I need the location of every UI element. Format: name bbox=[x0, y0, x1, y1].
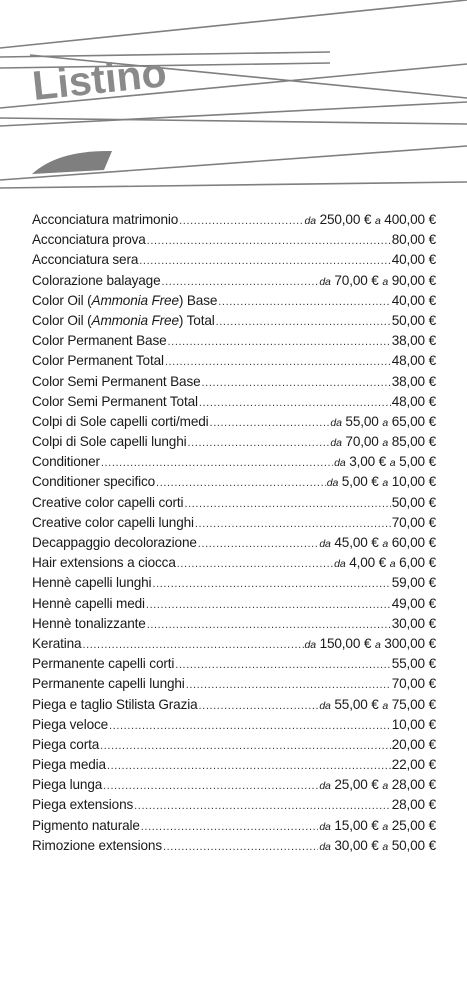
dot-leader bbox=[147, 615, 391, 635]
dot-leader bbox=[198, 534, 319, 554]
list-item bbox=[32, 674, 436, 694]
dot-leader bbox=[195, 514, 391, 534]
list-item bbox=[32, 311, 436, 331]
item-price: 48,00 € bbox=[391, 353, 436, 369]
list-item bbox=[32, 614, 436, 634]
item-name: Pigmento naturale bbox=[32, 817, 140, 833]
item-name: Piega lunga bbox=[32, 777, 103, 793]
item-price: da 70,00 € a 90,00 € bbox=[319, 272, 436, 288]
item-name: Piega extensions bbox=[32, 797, 134, 813]
item-name: Piega media bbox=[32, 757, 106, 773]
list-item bbox=[32, 372, 436, 392]
item-name: Colpi di Sole capelli lunghi bbox=[32, 434, 187, 450]
list-item bbox=[32, 695, 436, 715]
item-price: 30,00 € bbox=[391, 615, 436, 631]
item-name: Acconciatura prova bbox=[32, 232, 146, 248]
dot-leader bbox=[163, 837, 318, 857]
item-name: Color Semi Permanent Total bbox=[32, 393, 198, 409]
list-item bbox=[32, 836, 436, 856]
item-name: Color Permanent Total bbox=[32, 353, 164, 369]
item-name: Rimozione extensions bbox=[32, 837, 162, 853]
item-price: da 250,00 € a 400,00 € bbox=[304, 212, 436, 227]
item-price: 80,00 € bbox=[391, 232, 436, 248]
item-price: da 5,00 € a 10,00 € bbox=[326, 474, 436, 490]
item-name: Conditioner specifico bbox=[32, 474, 156, 490]
item-name: Color Permanent Base bbox=[32, 333, 167, 349]
dot-leader bbox=[218, 292, 390, 312]
dot-leader bbox=[184, 494, 390, 514]
list-item bbox=[32, 594, 436, 614]
item-name: Hennè tonalizzante bbox=[32, 615, 146, 631]
dot-leader bbox=[156, 473, 326, 493]
item-name: Decappaggio decolorazione bbox=[32, 535, 197, 550]
dot-leader bbox=[147, 231, 391, 251]
list-item bbox=[32, 412, 436, 432]
list-item bbox=[32, 654, 436, 674]
dot-leader bbox=[199, 696, 319, 716]
item-price: 55,00 € bbox=[391, 656, 436, 672]
list-item bbox=[32, 472, 436, 492]
list-item bbox=[32, 493, 436, 513]
list-item bbox=[32, 392, 436, 412]
list-item bbox=[32, 513, 436, 533]
item-price: 22,00 € bbox=[391, 757, 436, 773]
item-price: 40,00 € bbox=[391, 252, 436, 268]
dot-leader bbox=[141, 817, 319, 837]
item-price: da 3,00 € a 5,00 € bbox=[334, 454, 436, 470]
dot-leader bbox=[103, 776, 318, 796]
item-name: Color Oil (Ammonia Free) Base bbox=[32, 292, 218, 308]
item-price: da 70,00 a 85,00 € bbox=[330, 434, 436, 450]
dot-leader bbox=[168, 332, 391, 352]
dot-leader bbox=[210, 413, 330, 433]
dot-leader bbox=[202, 373, 391, 393]
price-list bbox=[32, 210, 436, 856]
item-price: da 45,00 € a 60,00 € bbox=[319, 535, 436, 550]
item-name: Hair extensions a ciocca bbox=[32, 555, 176, 571]
item-price: 10,00 € bbox=[391, 716, 436, 732]
item-price: da 150,00 € a 300,00 € bbox=[304, 635, 436, 651]
dot-leader bbox=[146, 595, 391, 615]
list-item bbox=[32, 634, 436, 654]
dot-leader bbox=[177, 554, 333, 574]
item-name: Piega e taglio Stilista Grazia bbox=[32, 696, 198, 712]
list-item bbox=[32, 573, 436, 593]
item-price: 40,00 € bbox=[391, 292, 436, 308]
dot-leader bbox=[100, 736, 391, 756]
list-item bbox=[32, 775, 436, 795]
dot-leader bbox=[107, 756, 391, 776]
list-item bbox=[32, 250, 436, 270]
list-item bbox=[32, 291, 436, 311]
item-price: 20,00 € bbox=[391, 736, 436, 752]
item-price: 49,00 € bbox=[391, 595, 436, 611]
item-price: 38,00 € bbox=[391, 373, 436, 389]
item-price: da 55,00 € a 75,00 € bbox=[319, 696, 436, 712]
list-item bbox=[32, 735, 436, 755]
decorative-lines bbox=[0, 0, 467, 200]
item-price: 59,00 € bbox=[391, 575, 436, 591]
dot-leader bbox=[186, 675, 391, 695]
item-price: da 15,00 € a 25,00 € bbox=[319, 817, 436, 833]
item-name: Color Semi Permanent Base bbox=[32, 373, 201, 389]
dot-leader bbox=[199, 393, 391, 413]
item-price: 50,00 € bbox=[391, 312, 436, 328]
dot-leader bbox=[162, 272, 319, 292]
item-name: Colpi di Sole capelli corti/medi bbox=[32, 413, 209, 429]
list-item bbox=[32, 432, 436, 452]
item-name: Permanente capelli lunghi bbox=[32, 676, 185, 692]
dot-leader bbox=[216, 312, 391, 332]
item-price: 70,00 € bbox=[391, 676, 436, 692]
list-item bbox=[32, 795, 436, 815]
list-item bbox=[32, 351, 436, 371]
list-item bbox=[32, 816, 436, 836]
item-name: Conditioner bbox=[32, 454, 100, 470]
item-name: Colorazione balayage bbox=[32, 272, 161, 288]
item-name: Hennè capelli medi bbox=[32, 595, 145, 611]
list-item bbox=[32, 210, 436, 230]
item-price: 48,00 € bbox=[391, 393, 436, 409]
dot-leader bbox=[188, 433, 330, 453]
item-name: Acconciatura sera bbox=[32, 252, 139, 268]
item-price: 70,00 € bbox=[391, 514, 436, 530]
list-item bbox=[32, 715, 436, 735]
item-price: da 30,00 € a 50,00 € bbox=[319, 837, 436, 853]
item-name: Piega corta bbox=[32, 736, 100, 752]
item-price: da 25,00 € a 28,00 € bbox=[319, 777, 436, 793]
header-banner bbox=[0, 0, 467, 200]
dot-leader bbox=[139, 251, 390, 271]
item-name: Permanente capelli corti bbox=[32, 656, 175, 672]
dot-leader bbox=[134, 796, 391, 816]
item-price: 28,00 € bbox=[391, 797, 436, 813]
dot-leader bbox=[175, 655, 390, 675]
list-item bbox=[32, 230, 436, 250]
dot-leader bbox=[179, 211, 303, 231]
list-item bbox=[32, 271, 436, 291]
item-price: 50,00 € bbox=[391, 494, 436, 510]
item-price: da 55,00 a 65,00 € bbox=[330, 413, 436, 429]
list-item bbox=[32, 755, 436, 775]
list-item bbox=[32, 553, 436, 573]
dot-leader bbox=[82, 635, 303, 655]
brush-stroke-shape bbox=[32, 151, 112, 174]
item-name: Acconciatura matrimonio bbox=[32, 212, 179, 227]
item-price: da 4,00 € a 6,00 € bbox=[334, 555, 436, 571]
list-item bbox=[32, 452, 436, 472]
page-title: Listino bbox=[30, 49, 169, 109]
item-price: 38,00 € bbox=[391, 333, 436, 349]
item-name: Color Oil (Ammonia Free) Total bbox=[32, 312, 215, 328]
list-item bbox=[32, 331, 436, 351]
item-name: Keratina bbox=[32, 635, 82, 651]
item-name: Creative color capelli lunghi bbox=[32, 514, 194, 530]
dot-leader bbox=[101, 453, 333, 473]
dot-leader bbox=[165, 352, 391, 372]
item-name: Hennè capelli lunghi bbox=[32, 575, 152, 591]
list-item bbox=[32, 533, 436, 553]
item-name: Creative color capelli corti bbox=[32, 494, 184, 510]
item-name: Piega veloce bbox=[32, 716, 109, 732]
dot-leader bbox=[152, 574, 390, 594]
dot-leader bbox=[109, 716, 391, 736]
